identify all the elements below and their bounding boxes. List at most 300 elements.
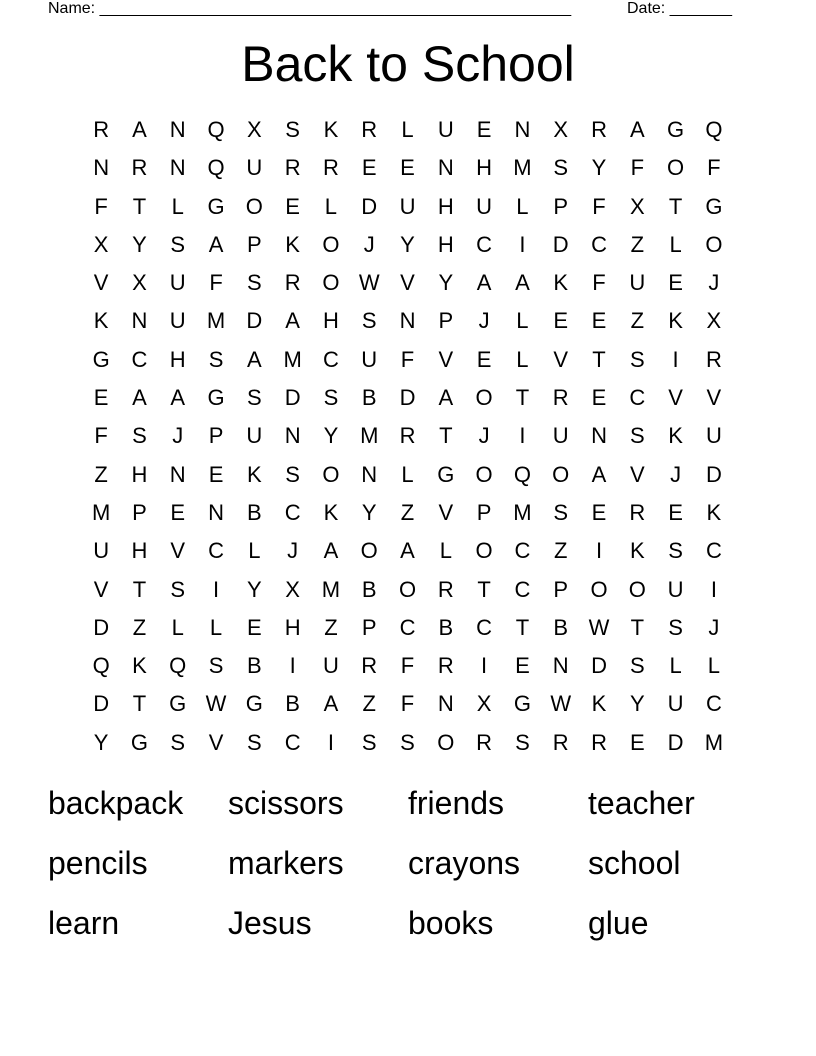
grid-letter: W: [205, 691, 227, 717]
grid-letter: E: [668, 270, 683, 296]
grid-row: [82, 724, 733, 762]
grid-letter: M: [321, 576, 341, 602]
grid-letter: L: [707, 653, 721, 679]
grid-letter: R: [361, 653, 378, 679]
grid-letter: H: [476, 155, 493, 181]
grid-letter: L: [324, 193, 338, 219]
grid-row: [82, 149, 733, 187]
grid-letter: Y: [591, 155, 607, 181]
grid-letter: S: [170, 231, 186, 257]
grid-letter: P: [476, 499, 492, 525]
grid-letter: T: [630, 614, 645, 640]
word-list-item: scissors: [228, 785, 344, 821]
grid-letter: S: [170, 576, 186, 602]
word-list-item: backpack: [48, 785, 184, 821]
grid-letter: C: [322, 346, 339, 372]
grid-letter: U: [169, 308, 186, 334]
grid-row: [82, 456, 733, 494]
grid-row: [82, 341, 733, 379]
grid-letter: K: [591, 691, 607, 717]
grid-letter: U: [246, 155, 263, 181]
grid-letter: C: [284, 729, 301, 755]
grid-letter: T: [592, 346, 606, 372]
grid-letter: U: [552, 423, 569, 449]
grid-row: [82, 188, 733, 226]
grid-letter: U: [667, 576, 684, 602]
grid-letter: Y: [361, 499, 377, 525]
grid-letter: F: [94, 193, 108, 219]
grid-letter: Z: [630, 231, 645, 257]
grid-letter: V: [438, 346, 454, 372]
grid-letter: O: [245, 193, 263, 219]
grid-letter: W: [358, 270, 380, 296]
grid-letter: L: [516, 308, 529, 334]
grid-letter: N: [437, 691, 454, 717]
grid-letter: R: [552, 385, 569, 411]
grid-letter: M: [513, 499, 532, 525]
grid-letter: G: [705, 193, 723, 219]
grid-letter: D: [667, 729, 684, 755]
grid-letter: O: [705, 231, 723, 257]
grid-letter: O: [475, 538, 493, 564]
word-list-item: teacher: [588, 785, 695, 821]
grid-row: [82, 226, 733, 264]
grid-letter: G: [169, 691, 187, 717]
grid-letter: C: [705, 538, 722, 564]
grid-letter: C: [514, 538, 531, 564]
grid-letter: G: [245, 691, 263, 717]
grid-letter: G: [207, 193, 225, 219]
grid-letter: O: [360, 538, 378, 564]
grid-letter: J: [478, 423, 490, 449]
grid-letter: L: [209, 614, 223, 640]
grid-letter: G: [513, 691, 531, 717]
grid-letter: U: [476, 193, 493, 219]
grid-letter: T: [132, 691, 147, 717]
grid-letter: R: [437, 653, 454, 679]
grid-row: [82, 417, 733, 455]
grid-letter: X: [629, 193, 645, 219]
grid-letter: B: [438, 614, 454, 640]
grid-letter: S: [361, 729, 377, 755]
grid-letter: T: [668, 193, 683, 219]
grid-letter: S: [246, 729, 262, 755]
grid-letter: R: [705, 346, 722, 372]
grid-letter: C: [208, 538, 224, 564]
grid-letter: X: [246, 117, 262, 142]
grid-letter: I: [481, 653, 488, 679]
grid-letter: I: [519, 231, 526, 257]
grid-letter: R: [437, 576, 454, 602]
grid-letter: E: [400, 155, 415, 181]
grid-letter: E: [629, 729, 645, 755]
grid-letter: T: [515, 614, 530, 640]
grid-letter: U: [399, 193, 416, 219]
grid-letter: E: [361, 155, 377, 181]
grid-letter: C: [284, 499, 301, 525]
grid-letter: V: [170, 538, 186, 564]
grid-letter: F: [592, 193, 606, 219]
grid-letter: J: [708, 270, 720, 296]
grid-letter: N: [284, 423, 301, 449]
grid-letter: F: [630, 155, 645, 181]
grid-letter: E: [208, 461, 224, 487]
word-list-item: learn: [48, 905, 120, 941]
grid-letter: K: [553, 270, 569, 296]
grid-letter: A: [629, 117, 645, 142]
grid-letter: S: [285, 117, 300, 142]
grid-letter: S: [285, 461, 300, 487]
grid-letter: X: [553, 117, 569, 142]
grid-letter: Y: [93, 729, 109, 755]
word-list-item: markers: [228, 845, 344, 881]
grid-row: [82, 647, 733, 685]
grid-letter: W: [588, 614, 610, 640]
grid-letter: R: [131, 155, 148, 181]
grid-letter: A: [400, 538, 415, 564]
grid-letter: C: [629, 385, 646, 411]
grid-letter: F: [400, 653, 415, 679]
word-list-item: pencils: [48, 845, 148, 881]
grid-letter: C: [591, 231, 607, 257]
grid-letter: I: [212, 576, 220, 602]
grid-letter: N: [399, 308, 416, 334]
letter-grid: [82, 111, 733, 762]
grid-letter: M: [91, 499, 111, 525]
grid-letter: C: [131, 346, 148, 372]
grid-letter: S: [400, 729, 415, 755]
grid-letter: O: [475, 385, 493, 411]
grid-letter: L: [439, 538, 452, 564]
grid-letter: G: [130, 729, 148, 755]
grid-letter: N: [514, 117, 531, 142]
grid-letter: S: [668, 538, 683, 564]
grid-row: [82, 609, 733, 647]
grid-letter: F: [400, 346, 415, 372]
grid-letter: N: [169, 461, 186, 487]
grid-letter: U: [705, 423, 722, 449]
grid-letter: E: [93, 385, 109, 411]
grid-letter: S: [668, 614, 683, 640]
grid-row: [82, 379, 733, 417]
grid-letter: A: [323, 538, 339, 564]
grid-letter: O: [475, 461, 493, 487]
grid-letter: K: [323, 117, 339, 142]
grid-letter: H: [169, 346, 186, 372]
grid-letter: V: [629, 461, 645, 487]
grid-letter: I: [519, 423, 526, 449]
grid-letter: U: [169, 270, 186, 296]
grid-letter: V: [553, 346, 569, 372]
grid-letter: L: [669, 231, 682, 257]
grid-letter: A: [476, 270, 492, 296]
grid-letter: M: [283, 346, 302, 372]
grid-letter: R: [591, 117, 607, 142]
grid-letter: D: [361, 193, 378, 219]
grid-letter: E: [476, 117, 492, 142]
grid-letter: S: [246, 270, 262, 296]
grid-letter: P: [132, 499, 147, 525]
grid-letter: R: [284, 155, 301, 181]
grid-letter: Z: [94, 461, 108, 487]
grid-letter: T: [132, 193, 147, 219]
grid-letter: Q: [207, 117, 225, 142]
grid-letter: K: [93, 308, 109, 334]
grid-letter: N: [169, 117, 186, 142]
word-list-item: glue: [588, 905, 649, 941]
grid-letter: L: [669, 653, 682, 679]
grid-letter: T: [515, 385, 530, 411]
grid-letter: O: [322, 461, 340, 487]
grid-letter: D: [591, 653, 607, 679]
grid-letter: D: [246, 308, 263, 334]
grid-letter: A: [132, 385, 147, 411]
grid-letter: S: [553, 155, 569, 181]
grid-letter: C: [399, 614, 416, 640]
grid-letter: E: [591, 499, 607, 525]
grid-letter: H: [322, 308, 339, 334]
grid-letter: Y: [132, 231, 147, 257]
grid-letter: L: [516, 346, 529, 372]
grid-letter: D: [284, 385, 301, 411]
grid-letter: B: [246, 653, 262, 679]
word-list-item: friends: [408, 785, 505, 821]
grid-letter: R: [361, 117, 378, 142]
grid-letter: S: [323, 385, 339, 411]
grid-letter: V: [93, 270, 109, 296]
grid-letter: P: [208, 423, 224, 449]
grid-letter: J: [363, 231, 375, 257]
name-field-label: Name: _____________________________________________________: [48, 0, 572, 17]
date-field-label: Date: _______: [627, 0, 732, 17]
grid-letter: N: [552, 653, 569, 679]
grid-letter: S: [629, 653, 645, 679]
grid-letter: S: [515, 729, 530, 755]
grid-row: [82, 264, 733, 302]
grid-letter: S: [361, 308, 377, 334]
grid-letter: N: [208, 499, 224, 525]
grid-letter: J: [478, 308, 490, 334]
grid-letter: O: [322, 231, 340, 257]
grid-letter: K: [323, 499, 339, 525]
grid-letter: A: [208, 231, 224, 257]
grid-letter: B: [553, 614, 569, 640]
grid-letter: S: [208, 346, 224, 372]
grid-letter: H: [131, 538, 148, 564]
grid-letter: Q: [169, 653, 187, 679]
word-list-item: books: [408, 905, 494, 941]
grid-letter: B: [285, 691, 300, 717]
grid-letter: Y: [438, 270, 454, 296]
grid-letter: D: [93, 614, 110, 640]
grid-letter: E: [591, 385, 607, 411]
grid-letter: Z: [324, 614, 338, 640]
grid-letter: I: [672, 346, 679, 372]
grid-letter: B: [361, 576, 377, 602]
grid-letter: O: [437, 729, 455, 755]
grid-letter: K: [132, 653, 147, 679]
grid-letter: F: [592, 270, 606, 296]
grid-letter: J: [287, 538, 299, 564]
grid-letter: X: [132, 270, 147, 296]
grid-letter: Z: [362, 691, 376, 717]
grid-letter: W: [550, 691, 572, 717]
grid-letter: S: [629, 346, 645, 372]
grid-letter: M: [360, 423, 379, 449]
grid-letter: L: [401, 461, 414, 487]
grid-letter: O: [628, 576, 646, 602]
grid-letter: U: [322, 653, 339, 679]
grid-letter: K: [246, 461, 262, 487]
grid-letter: S: [629, 423, 645, 449]
grid-letter: D: [705, 461, 722, 487]
grid-letter: H: [437, 231, 454, 257]
word-list: [48, 778, 768, 958]
grid-letter: J: [670, 461, 682, 487]
word-list-item: Jesus: [228, 905, 312, 941]
grid-letter: A: [438, 385, 454, 411]
grid-letter: G: [437, 461, 455, 487]
grid-letter: M: [513, 155, 532, 181]
grid-letter: Y: [400, 231, 415, 257]
grid-row: [82, 302, 733, 340]
grid-letter: R: [284, 270, 301, 296]
grid-letter: O: [667, 155, 685, 181]
grid-letter: V: [438, 499, 454, 525]
grid-letter: R: [591, 729, 607, 755]
grid-letter: R: [629, 499, 646, 525]
grid-letter: L: [401, 117, 414, 142]
grid-letter: O: [398, 576, 417, 602]
grid-letter: P: [553, 193, 569, 219]
grid-letter: E: [591, 308, 607, 334]
grid-letter: V: [400, 270, 415, 296]
page-title: Back to School: [241, 36, 575, 92]
grid-letter: E: [515, 653, 530, 679]
grid-letter: F: [707, 155, 721, 181]
grid-letter: K: [629, 538, 645, 564]
grid-letter: B: [246, 499, 262, 525]
grid-letter: X: [706, 308, 722, 334]
grid-letter: E: [246, 614, 262, 640]
grid-letter: C: [705, 691, 722, 717]
grid-letter: Z: [132, 614, 147, 640]
grid-letter: P: [361, 614, 377, 640]
grid-letter: L: [516, 193, 529, 219]
grid-letter: Y: [629, 691, 645, 717]
grid-letter: X: [476, 691, 492, 717]
grid-letter: E: [668, 499, 683, 525]
grid-letter: S: [132, 423, 147, 449]
grid-letter: U: [93, 538, 110, 564]
grid-letter: P: [553, 576, 569, 602]
grid-letter: L: [171, 193, 184, 219]
grid-letter: T: [132, 576, 147, 602]
grid-letter: N: [131, 308, 148, 334]
grid-letter: C: [476, 231, 493, 257]
grid-letter: B: [361, 385, 377, 411]
grid-letter: R: [552, 729, 569, 755]
grid-letter: I: [327, 729, 334, 755]
grid-letter: A: [170, 385, 186, 411]
grid-row: [82, 571, 733, 609]
grid-letter: Y: [246, 576, 262, 602]
grid-letter: J: [708, 614, 720, 640]
grid-letter: A: [132, 117, 147, 142]
grid-letter: U: [361, 346, 378, 372]
grid-letter: T: [439, 423, 453, 449]
grid-letter: Y: [323, 423, 339, 449]
grid-letter: V: [706, 385, 722, 411]
grid-letter: I: [710, 576, 717, 602]
grid-letter: R: [476, 729, 493, 755]
grid-letter: T: [477, 576, 491, 602]
grid-letter: A: [285, 308, 300, 334]
grid-letter: N: [437, 155, 454, 181]
grid-letter: S: [170, 729, 186, 755]
grid-letter: F: [400, 691, 415, 717]
grid-letter: J: [172, 423, 184, 449]
grid-letter: P: [246, 231, 262, 257]
grid-letter: L: [248, 538, 261, 564]
grid-letter: S: [553, 499, 569, 525]
word-list-item: crayons: [408, 845, 521, 881]
grid-letter: O: [322, 270, 340, 296]
grid-letter: Q: [92, 653, 110, 679]
grid-letter: A: [246, 346, 262, 372]
grid-letter: F: [94, 423, 108, 449]
grid-letter: I: [595, 538, 603, 564]
grid-letter: C: [476, 614, 493, 640]
grid-letter: A: [591, 461, 607, 487]
grid-letter: R: [93, 117, 110, 142]
word-list-item: school: [588, 845, 681, 881]
grid-letter: R: [322, 155, 339, 181]
grid-letter: R: [399, 423, 416, 449]
grid-letter: C: [514, 576, 531, 602]
grid-letter: H: [437, 193, 454, 219]
grid-letter: L: [171, 614, 184, 640]
grid-letter: U: [667, 691, 684, 717]
grid-letter: K: [668, 423, 683, 449]
grid-letter: A: [515, 270, 530, 296]
grid-letter: K: [285, 231, 300, 257]
grid-row: [82, 532, 733, 570]
grid-letter: F: [209, 270, 223, 296]
grid-row: [82, 494, 733, 532]
grid-letter: X: [93, 231, 109, 257]
grid-letter: I: [289, 653, 296, 679]
grid-letter: N: [169, 155, 186, 181]
grid-letter: U: [629, 270, 646, 296]
grid-letter: Q: [705, 117, 723, 142]
grid-letter: Z: [630, 308, 645, 334]
grid-letter: S: [246, 385, 262, 411]
grid-letter: M: [704, 729, 724, 755]
grid-letter: O: [552, 461, 570, 487]
grid-letter: N: [93, 155, 110, 181]
grid-letter: M: [206, 308, 226, 334]
grid-letter: D: [552, 231, 569, 257]
grid-letter: H: [131, 461, 148, 487]
grid-letter: A: [323, 691, 339, 717]
grid-letter: G: [207, 385, 225, 411]
grid-letter: Q: [207, 155, 225, 181]
grid-letter: Q: [513, 461, 531, 487]
grid-letter: V: [668, 385, 683, 411]
grid-letter: E: [170, 499, 186, 525]
grid-letter: Z: [553, 538, 568, 564]
